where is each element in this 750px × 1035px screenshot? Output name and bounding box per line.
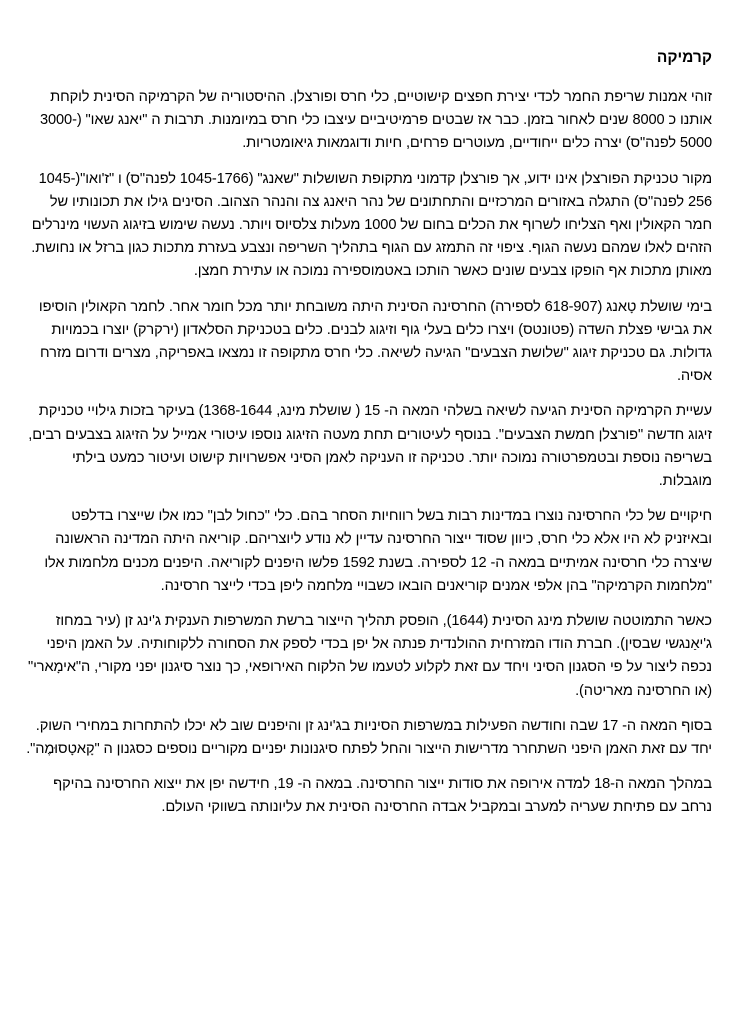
paragraph-5: חיקויים של כלי החרסינה נוצרו במדינות רבות בשל רווחיות הסחר בהם. כלי "כחול לבן" כמו אלו שייצרו בדלפט ובאיזניק לא היו אלא כלי חרס, כיוון שסוד ייצור החרסינה עדיין לא נודע ליוצריהם. קוריאה היתה המדינה הראשונה שיצרה כלי חרסינה אמיתיים במאה ה- 12 לספירה. בשנת 1592 פלשו היפנים לקוריאה. היפנים מכנים מלחמות אלו "מלחמות הקרמיקה" בהן אלפי אמנים קוריאנים הובאו כשבויי מלחמה ליפן בכדי לייצר חרסינה. [44,508,712,594]
paragraph-6: כאשר התמוטטה שושלת מינג הסינית (1644), הופסק תהליך הייצור ברשת המשרפות הענקית ג'ינג זן (עיר במחוז ג'יאַנגשי שבסין). חברת הודו המזרחית ההולנדית פנתה אל יפן בכדי לספק את הסחורה ללקוחותיה. על האמן היפני נכפה ליצור על פי הסגנון הסיני ויחד עם זאת לקלוע לטעמו של הלקוח האירופאי, כך נוצר סיגנון יפני מקורי, ה"אימָארי" (או החרסינה מאריטה). [27,613,712,699]
page-title: קרמיקה [656,49,712,66]
paragraph-2: מקור טכניקת הפורצלן אינו ידוע, אך פורצלן קדמוני מתקופת השושלות "שאנג" (1045-1766 לפנה"ס) ו "ז'ואו"(1045-256 לפנה"ס) התגלה באזורים המרכזיים והתחתונים של נהר היאנג צה והנהר הצהוב. הסינים גילו את תכונותיו של חמר הקאולין ואף הצליחו לשרוף את הכלים בחום של 1000 מעלות צלסיוס ויותר. נעשה שימוש בזיגוג העשוי מינרלים הזהים לאלו שמהם נעשה הגוף. ציפוי זה התמזג עם הגוף בתהליך השריפה ונצבע בעזרת מתכות כגון ברזל או נחושת. מאותן מתכות אף הופקו צבעים שונים כאשר הותכו באטמוספירה נמוכה או עתירת חמצן. [31,170,712,280]
paragraph-3: בימי שושלת טָאנג (618-907 לספירה) החרסינה הסינית היתה משובחת יותר מכל חומר אחר. לחמר הקאולין הוסיפו את גבישי פצלת השדה (פטונטס) ויצרו כלים בעלי גוף וזיגוג לבנים. כלים בטכניקת הסלאדון (ירקרק) יוצרו בכמויות גדולות. גם טכניקת זיגוג "שלושת הצבעים" הגיעה לשיאה. כלי חרס מתקופה זו נמצאו באפריקה, מצרים ודרום מזרח אסיה. [38,298,712,385]
paragraph-4: עשיית הקרמיקה הסינית הגיעה לשיאה בשלהי המאה ה- 15 ( שושלת מינג, 1368-1644) בעיקר בזכות גילויי טכניקת זיגוג חדשה "פורצלן חמשת הצבעים". בנוסף לעיטורים תחת מעטה הזיגוג נוספו עיטורי אמייל על הזיגוג בצבעים רבים, בשריפה נוספת ובטמפרטורה נמוכה יותר. טכניקה זו העניקה לאמן הסיני אפשרויות קישוט ועיטור כמעט בילתי מוגבלות. [28,403,712,490]
document [26,46,712,832]
paragraph-7: בסוף המאה ה- 17 שבה וחודשה הפעילות במשרפות הסיניות בג'ינג זן והיפנים שוב לא יכלו להתחרות במחירי השוק. יחד עם זאת האמן היפני השתחרר מדרישות הייצור והחל לפתח סיגנונות יפניים מקוריים נוספים כסגנון ה "קָאטָסוּמֶה". [26,717,712,758]
paragraph-8: במהלך המאה ה-18 למדה אירופה את סודות ייצור החרסינה. במאה ה- 19, חידשה יפן את ייצוא החרסינה בהיקף נרחב עם פתיחת שעריה למערב ובמקביל אבדה החרסינה הסינית את עליונותה בשווקי העולם. [53,776,712,816]
paragraph-1: זוהי אמנות שריפת החמר לכדי יצירת חפצים קישוטיים, כלי חרס ופורצלן. ההיסטוריה של הקרמיקה הסינית לוקחת אותנו כ 8000 שנים לאחור בזמן. כבר אז שבטים פרמיטיביים עיצבו כלי חרס במיומנות. תרבות ה "יאנג שאו" (3000-5000 לפנה"ס) יצרה כלים ייחודיים, מעוטרים פרחים, חיות ודוגמאות גיאומטריות. [40,89,712,152]
